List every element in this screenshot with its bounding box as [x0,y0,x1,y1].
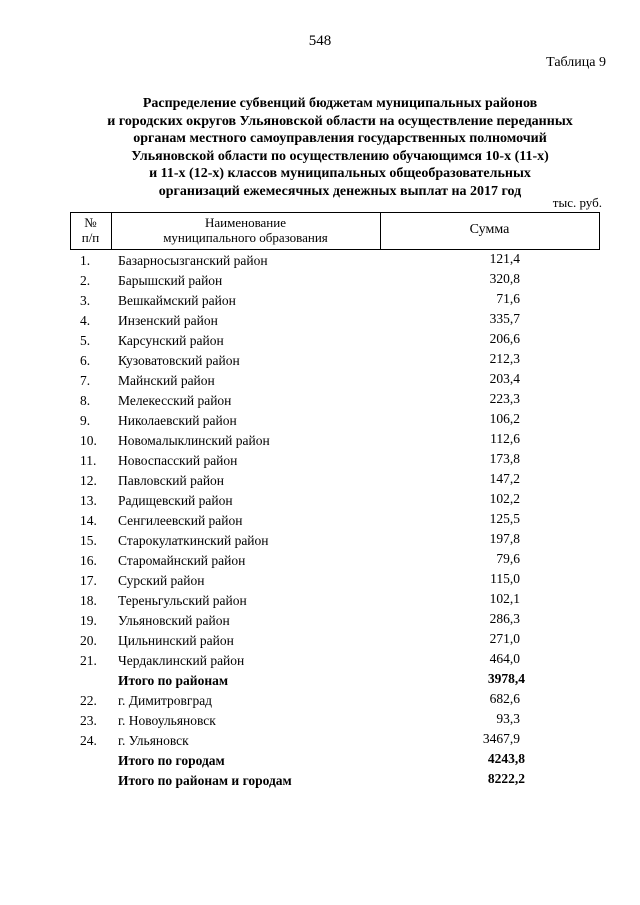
row-name: Ульяновский район [118,613,230,628]
total-row [0,751,640,771]
row-name: Карсунский район [118,333,224,348]
row-name: Вешкаймский район [118,293,236,308]
table-row [0,271,640,291]
header-num [70,215,111,245]
row-name: г. Новоульяновск [118,713,216,728]
table-row [0,731,640,751]
table-row [0,591,640,611]
table-row [0,491,640,511]
table-row [0,571,640,591]
row-value: 112,6 [490,431,520,446]
table-row [0,531,640,551]
row-name: Новоспасский район [118,453,238,468]
row-value: 4243,8 [487,751,525,766]
row-name: Николаевский район [118,413,237,428]
row-name: Сурский район [118,573,205,588]
row-name: Старокулаткинский район [118,533,269,548]
row-number: 18. [80,593,97,608]
table-row [0,471,640,491]
title-line: и городских округов Ульяновской области на осуществление переданных [107,113,573,129]
row-number: 5. [80,333,91,348]
row-number: 7. [80,373,91,388]
row-name: Инзенский район [118,313,218,328]
row-value: 115,0 [490,571,520,586]
table-label: Таблица 9 [546,55,606,70]
row-number: 24. [80,733,97,748]
row-name: Базарносызганский район [118,253,268,268]
table-header-bottom-border [70,249,600,250]
row-name: Чердаклинский район [118,653,245,668]
title-line: Ульяновской области по осуществлению обучающимся 10-х (11-х) [131,148,549,164]
row-value: 3978,4 [487,671,525,686]
row-number: 21. [80,653,97,668]
row-number: 11. [80,453,97,468]
header-num-line: п/п [81,230,100,245]
row-name: Барышский район [118,273,223,288]
table-row [0,331,640,351]
row-value: 79,6 [496,551,520,566]
row-value: 223,3 [489,391,520,406]
row-value: 271,0 [489,631,520,646]
row-value: 682,6 [489,691,520,706]
row-name: г. Димитровград [118,693,213,708]
table-row [0,431,640,451]
row-value: 102,2 [489,491,520,506]
row-value: 173,8 [489,451,520,466]
row-value: 197,8 [489,531,520,546]
row-number: 23. [80,713,97,728]
page-number: 548 [308,33,332,49]
row-name: Сенгилеевский район [118,513,243,528]
table-header-top-border [70,212,600,213]
row-number: 22. [80,693,97,708]
row-value: 3467,9 [482,731,520,746]
row-value: 320,8 [489,271,520,286]
title-line: Распределение субвенций бюджетам муниципальных районов [142,96,538,111]
table-header-right-border [599,212,600,250]
row-value: 203,4 [489,371,520,386]
header-name-line: Наименование [205,215,286,230]
row-value: 102,1 [489,591,520,606]
row-value: 125,5 [489,511,520,526]
row-value: 106,2 [489,411,520,426]
row-number: 4. [80,313,91,328]
table-row [0,691,640,711]
title-line: организаций ежемесячных денежных выплат на 2017 год [158,183,522,199]
row-number: 19. [80,613,97,628]
table-row [0,311,640,331]
row-name: Итого по районам [118,673,229,688]
row-number: 6. [80,353,91,368]
table-row [0,411,640,431]
row-number: 2. [80,273,91,288]
total-row [0,671,640,691]
row-number: 10. [80,433,97,448]
row-number: 14. [80,513,97,528]
row-name: Новомалыклинский район [118,433,270,448]
units-label: тыс. руб. [552,195,602,210]
row-name: Итого по районам и городам [118,773,292,788]
row-value: 121,4 [489,251,520,266]
row-number: 1. [80,253,91,268]
row-name: Майнский район [118,373,215,388]
table-row [0,631,640,651]
table-row [0,611,640,631]
title-line: органам местного самоуправления государственных полномочий [133,131,547,147]
table-row [0,351,640,371]
table-row [0,551,640,571]
row-number: 8. [80,393,91,408]
table-row [0,391,640,411]
row-name: Старомайнский район [118,553,246,568]
table-row [0,711,640,731]
row-number: 12. [80,473,97,488]
row-number: 20. [80,633,97,648]
row-value: 8222,2 [487,771,525,786]
row-name: Павловский район [118,473,225,488]
table-row [0,651,640,671]
row-value: 206,6 [489,331,520,346]
row-name: Кузоватовский район [118,353,240,368]
row-value: 93,3 [496,711,520,726]
row-name: Мелекесский район [118,393,232,408]
header-num-line: № [84,215,97,230]
table-row [0,511,640,531]
table-body [0,251,640,791]
row-name: Итого по городам [118,753,225,768]
row-number: 3. [80,293,91,308]
row-name: г. Ульяновск [118,733,189,748]
row-value: 147,2 [489,471,520,486]
table-row [0,251,640,271]
table-row [0,451,640,471]
total-row [0,771,640,791]
header-sum: Сумма [469,222,510,237]
row-number: 17. [80,573,97,588]
row-value: 212,3 [489,351,520,366]
row-name: Цильнинский район [118,633,234,648]
row-number: 13. [80,493,97,508]
table-row [0,291,640,311]
row-name: Радищевский район [118,493,233,508]
document-title [60,95,620,201]
title-line: и 11-х (12-х) классов муниципальных общеобразовательных [149,166,531,182]
table-row [0,371,640,391]
row-number: 16. [80,553,97,568]
header-name-line: муниципального образования [163,230,328,245]
header-name [111,215,380,245]
row-number: 9. [80,413,91,428]
row-name: Тереньгульский район [118,593,247,608]
row-value: 286,3 [489,611,520,626]
row-value: 71,6 [496,291,520,306]
row-value: 335,7 [489,311,520,326]
row-value: 464,0 [489,651,520,666]
row-number: 15. [80,533,97,548]
